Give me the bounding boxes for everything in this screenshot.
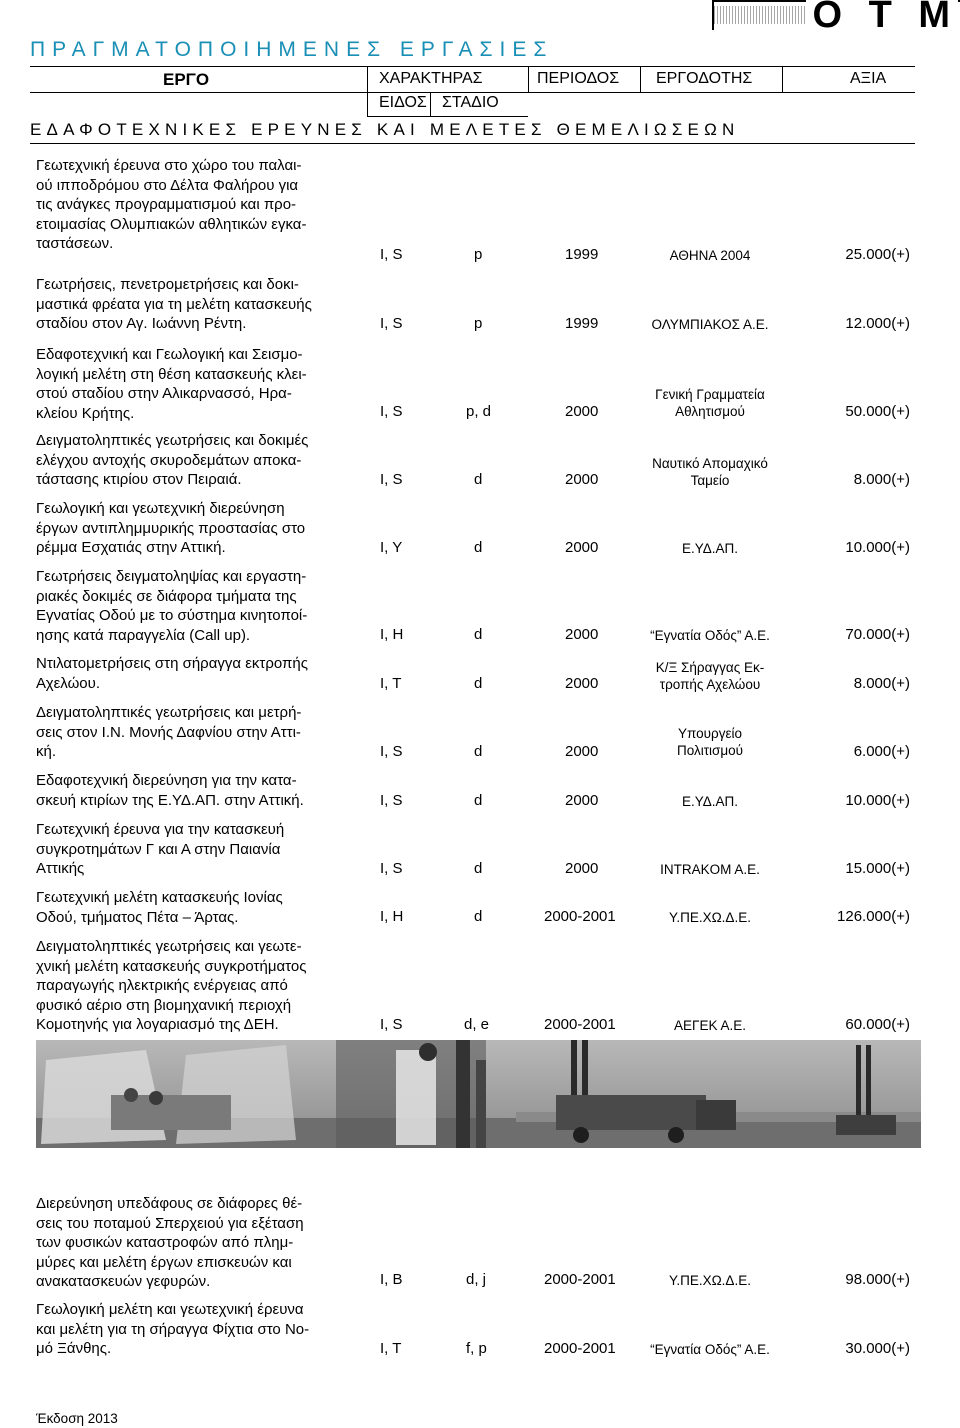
row-6-stadio: d (474, 626, 483, 643)
otm-logo (712, 0, 960, 36)
row-13-ergodotis: Υ.ΠΕ.ΧΩ.Δ.Ε. (669, 1273, 751, 1288)
row-4-eidos: I, S (380, 471, 403, 488)
row-3-ergodotis: Γενική Γραμματεία Αθλητισμού (655, 387, 765, 419)
row-1-axia: 25.000(+) (845, 246, 910, 263)
row-1-periodos: 1999 (565, 246, 599, 263)
row-7-stadio: d (474, 675, 483, 692)
row-7-axia: 8.000(+) (853, 675, 910, 692)
section-subtitle: ΕΔΑΦΟΤΕΧΝΙΚΕΣ ΕΡΕΥΝΕΣ ΚΑΙ ΜΕΛΕΤΕΣ ΘΕΜΕΛΙΩΣΕΩΝ (30, 120, 740, 139)
row-4-stadio: d (474, 471, 483, 488)
row-5-description: Γεωλογική και γεωτεχνική διερεύνηση έργων αντιπλημμυρικής προστασίας στο ρέμμα Εσχατιάς στην Αττική. (36, 500, 306, 557)
row-9-ergodotis: Ε.ΥΔ.ΑΠ. (681, 794, 739, 809)
edition-footer: Έκδοση 2013 (36, 1411, 118, 1426)
row-6-ergodotis: “Εγνατία Οδός” Α.Ε. (650, 628, 770, 643)
header-stadio: ΣΤΑΔΙΟ (442, 94, 499, 111)
header-divider-5 (430, 92, 431, 116)
row-13-description: Διερεύνηση υπεδάφους σε διάφορες θέ- σεις του ποταμού Σπερχειού για εξέταση των φυσικών καταστροφών από πλημ- μύρες και μελέτη έργων επισκευών και ανακατασκευών γεφυρών. (36, 1195, 304, 1291)
row-8-stadio: d (474, 743, 483, 760)
header-mid-rule (30, 92, 915, 93)
row-7-periodos: 2000 (565, 675, 599, 692)
page-title: ΠΡΑΓΜΑΤΟΠΟΙΗΜΕΝΕΣ ΕΡΓΑΣΙΕΣ (30, 38, 554, 61)
row-9-description: Εδαφοτεχνική διερεύνηση για την κατα- σκευή κτιρίων της Ε.ΥΔ.ΑΠ. στην Αττική. (36, 772, 304, 809)
row-10-ergodotis: INTRAKOM A.E. (660, 862, 760, 877)
row-3-stadio: p, d (466, 403, 492, 420)
row-3-description: Εδαφοτεχνική και Γεωλογική και Σεισμο- λογική μελέτη στη θέση κατασκευής κλει- στού σταδίου στην Αλικαρνασσό, Ηρα- κλείου Κρήτης. (36, 346, 307, 422)
row-11-stadio: d (474, 908, 483, 925)
row-10-eidos: I, S (380, 860, 403, 877)
row-9-periodos: 2000 (565, 792, 599, 809)
row-13-axia: 98.000(+) (845, 1271, 910, 1288)
row-14-axia: 30.000(+) (845, 1340, 910, 1357)
row-1-description: Γεωτεχνική έρευνα στο χώρο του παλαι- ού ιπποδρόμου στο Δέλτα Φαλήρου για τις ανάγκες προγραμματισμού και προ- ετοιμασίας Ολυμπιακών αθλητικών εγκα- ταστάσεων. (36, 157, 307, 253)
header-divider-3 (640, 66, 641, 92)
row-8-periodos: 2000 (565, 743, 599, 760)
header-ergo: ΕΡΓΟ (163, 70, 210, 89)
header-divider-2 (528, 66, 529, 92)
row-9-eidos: I, S (380, 792, 403, 809)
row-3-eidos: I, S (380, 403, 403, 420)
row-2-ergodotis: ΟΛΥΜΠΙΑΚΟΣ Α.Ε. (651, 317, 769, 332)
row-14-description: Γεωλογική μελέτη και γεωτεχνική έρευνα και μελέτη για τη σήραγγα Φίχτια στο Νο- μό Ξάνθης. (36, 1301, 310, 1358)
row-12-axia: 60.000(+) (845, 1016, 910, 1033)
row-3-periodos: 2000 (565, 403, 599, 420)
row-11-axia: 126.000(+) (837, 908, 910, 925)
row-11-periodos: 2000-2001 (544, 908, 616, 925)
header-charaktiras: ΧΑΡΑΚΤΗΡΑΣ (379, 70, 483, 87)
row-4-axia: 8.000(+) (853, 471, 910, 488)
row-12-ergodotis: ΑΕΓΕΚ Α.Ε. (674, 1018, 746, 1033)
row-12-description: Δειγματοληπτικές γεωτρήσεις και γεωτε- χνική μελέτη κατασκευής συγκροτήματος παραγωγής ηλεκτρικής ενέργειας από φυσικό αέριο στη βιομηχανική περιοχή Κομοτηνής για λογαριασμό της ΔΕΗ. (36, 938, 307, 1034)
row-6-axia: 70.000(+) (845, 626, 910, 643)
row-8-eidos: I, S (380, 743, 403, 760)
row-12-eidos: I, S (380, 1016, 403, 1033)
row-2-axia: 12.000(+) (845, 315, 910, 332)
row-2-periodos: 1999 (565, 315, 599, 332)
row-5-stadio: d (474, 539, 483, 556)
row-9-axia: 10.000(+) (845, 792, 910, 809)
subtitle-rule (30, 143, 915, 144)
row-7-ergodotis: Κ/Ξ Σήραγγας Εκ- τροπής Αχελώου (655, 660, 765, 692)
row-5-axia: 10.000(+) (845, 539, 910, 556)
row-10-description: Γεωτεχνική έρευνα για την κατασκευή συγκροτημάτων Γ και Α στην Παιανία Αττικής (36, 821, 285, 878)
row-4-description: Δειγματοληπτικές γεωτρήσεις και δοκιμές ελέγχου αντοχής σκυροδεμάτων αποκα- τάστασης κτιρίου στον Πειραιά. (36, 432, 309, 489)
row-3-axia: 50.000(+) (845, 403, 910, 420)
header-ergodotis: ΕΡΓΟΔΟΤΗΣ (656, 70, 753, 87)
row-10-periodos: 2000 (565, 860, 599, 877)
drilling-scene-illustration (36, 1040, 921, 1148)
field-drilling-photo (36, 1040, 921, 1148)
row-12-periodos: 2000-2001 (544, 1016, 616, 1033)
row-1-stadio: p (474, 246, 483, 263)
row-2-description: Γεωτρήσεις, πενετρομετρήσεις και δοκι- μαστικά φρέατα για τη μελέτη κατασκευής σταδίου στον Αγ. Ιωάννη Ρέντη. (36, 276, 312, 333)
row-10-stadio: d (474, 860, 483, 877)
row-7-description: Ντιλατομετρήσεις στη σήραγγα εκτροπής Αχελώου. (36, 655, 308, 692)
header-eidos: ΕΙΔΟΣ (379, 94, 427, 111)
logo-text: O T M (806, 0, 958, 34)
row-8-ergodotis: Υπουργείο Πολιτισμού (676, 726, 744, 758)
row-13-periodos: 2000-2001 (544, 1271, 616, 1288)
header-eidos-bottom (367, 116, 528, 117)
row-2-eidos: I, S (380, 315, 403, 332)
row-5-ergodotis: Ε.ΥΔ.ΑΠ. (681, 541, 739, 556)
row-5-periodos: 2000 (565, 539, 599, 556)
header-divider-4 (782, 66, 783, 92)
row-10-axia: 15.000(+) (845, 860, 910, 877)
row-9-stadio: d (474, 792, 483, 809)
row-11-ergodotis: Υ.ΠΕ.ΧΩ.Δ.Ε. (669, 910, 751, 925)
row-6-description: Γεωτρήσεις δειγματοληψίας και εργαστη- ριακές δοκιμές σε διάφορα τμήματα της Εγνατίας Οδού με το σύστημα κινητοποί- ησης κατά παραγγελία (Call up). (36, 568, 308, 644)
row-13-eidos: I, B (380, 1271, 403, 1288)
row-14-periodos: 2000-2001 (544, 1340, 616, 1357)
row-8-description: Δειγματοληπτικές γεωτρήσεις και μετρή- σεις στον Ι.Ν. Μονής Δαφνίου στην Αττι- κή. (36, 704, 302, 761)
row-14-stadio: f, p (466, 1340, 487, 1357)
row-11-eidos: I, H (380, 908, 404, 925)
row-2-stadio: p (474, 315, 483, 332)
row-7-eidos: I, T (380, 675, 402, 692)
row-4-ergodotis: Ναυτικό Απομαχικό Ταμείο (652, 456, 768, 488)
header-divider-1 (367, 66, 368, 116)
row-14-ergodotis: “Εγνατία Οδός” Α.Ε. (650, 1342, 770, 1357)
row-14-eidos: I, T (380, 1340, 402, 1357)
row-6-periodos: 2000 (565, 626, 599, 643)
row-5-eidos: I, Y (380, 539, 403, 556)
row-11-description: Γεωτεχνική μελέτη κατασκευής Ιονίας Οδού, τμήματος Πέτα – Άρτας. (36, 889, 283, 926)
row-1-ergodotis: ΑΘΗΝΑ 2004 (669, 248, 751, 263)
row-4-periodos: 2000 (565, 471, 599, 488)
row-12-stadio: d, e (464, 1016, 490, 1033)
row-13-stadio: d, j (466, 1271, 487, 1288)
row-6-eidos: I, H (380, 626, 404, 643)
header-axia: ΑΞΙΑ (850, 70, 887, 87)
row-1-eidos: I, S (380, 246, 403, 263)
row-8-axia: 6.000(+) (853, 743, 910, 760)
header-periodos: ΠΕΡΙΟΔΟΣ (537, 70, 620, 87)
